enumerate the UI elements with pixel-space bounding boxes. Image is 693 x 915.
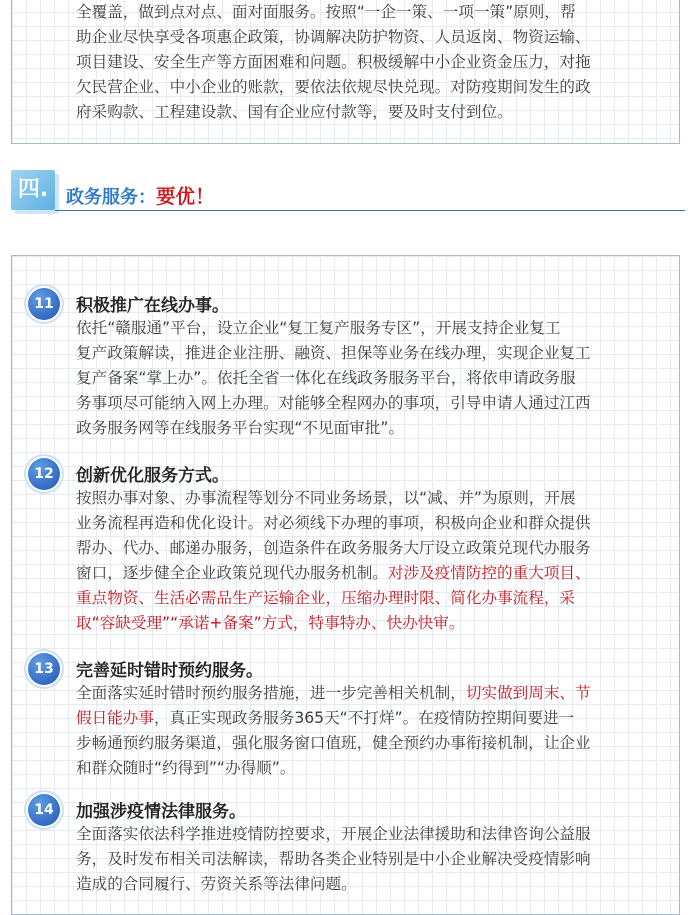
section-header xyxy=(0,168,693,218)
body-text: 步畅通预约服务渠道，强化服务窗口值班，健全预约办事衔接机制，让企业 xyxy=(76,734,591,752)
intro-line: 府采购款、工程建设款、国有企业应付款等，要及时支付到位。 xyxy=(76,103,513,121)
item-body-line xyxy=(76,611,664,636)
item-body xyxy=(76,316,664,441)
item-number-badge xyxy=(28,288,60,320)
item-number: 12 xyxy=(34,466,54,482)
intro-line: 全覆盖，做到点对点、面对面服务。按照“一企一策、一项一策”原则，帮 xyxy=(76,3,576,21)
item-number-badge xyxy=(28,653,60,685)
body-text: 政务服务网等在线服务平台实现“不见面审批”。 xyxy=(76,419,405,437)
content-panel xyxy=(11,255,680,915)
section-underline xyxy=(55,210,685,211)
intro-paragraph xyxy=(76,0,676,125)
item-title: 加强涉疫情法律服务。 xyxy=(76,802,246,822)
item-body-line xyxy=(76,561,664,586)
item-body-line xyxy=(76,681,664,706)
item-number: 14 xyxy=(34,802,54,818)
item-title: 积极推广在线办事。 xyxy=(76,296,229,316)
section-title-main: 政务服务： xyxy=(66,187,156,208)
item-number-badge xyxy=(28,458,60,490)
item-body xyxy=(76,681,664,781)
item-body-line xyxy=(76,822,664,847)
body-text: 帮办、代办、邮递办服务，创造条件在政务服务大厅设立政策兑现代办服务 xyxy=(76,539,591,557)
item-title: 完善延时错时预约服务。 xyxy=(76,661,263,681)
intro-line: 助企业尽快享受各项惠企政策，协调解决防护物资、人员返岗、物资运输、 xyxy=(76,28,591,46)
item-body-line xyxy=(76,586,664,611)
item-number: 11 xyxy=(34,296,54,312)
item-title: 创新优化服务方式。 xyxy=(76,466,229,486)
item-body-line xyxy=(76,706,664,731)
item-number-badge xyxy=(28,794,60,826)
item-body-line xyxy=(76,416,664,441)
section-number-badge xyxy=(11,170,55,210)
item-body-line xyxy=(76,536,664,561)
section-number: 四. xyxy=(17,177,49,202)
intro-line: 欠民营企业、中小企业的账款，要依法依规尽快兑现。对防疫期间发生的政 xyxy=(76,78,591,96)
body-text: 全面落实延时错时预约服务措施，进一步完善相关机制， xyxy=(76,684,466,702)
highlighted-text: 取“容缺受理”“承诺+备案”方式，特事特办、快办快审。 xyxy=(76,614,465,632)
body-text: 务事项尽可能纳入网上办理。对能够全程网办的事项，引导申请人通过江西 xyxy=(76,394,591,412)
item-body-line xyxy=(76,341,664,366)
section-title xyxy=(66,181,215,209)
body-text: 务，及时发布相关司法解读，帮助各类企业特别是中小企业解决受疫情影响 xyxy=(76,850,591,868)
body-text: 和群众随时“约得到”“办得顺”。 xyxy=(76,759,296,777)
body-text: 复产政策解读，推进企业注册、融资、担保等业务在线办理，实现企业复工 xyxy=(76,344,591,362)
body-text: ，真正实现政务服务365天“不打烊”。在疫情防控期间要进一 xyxy=(153,709,575,727)
highlighted-text: 对涉及疫情防控的重大项目、 xyxy=(387,564,591,582)
item-body-line xyxy=(76,391,664,416)
highlighted-text: 重点物资、生活必需品生产运输企业，压缩办理时限、简化办事流程，采 xyxy=(76,589,576,607)
item-body-line xyxy=(76,366,664,391)
body-text: 复产备案“掌上办”。依托全省一体化在线政务服务平台，将依申请政务服 xyxy=(76,369,576,387)
item-body-line xyxy=(76,731,664,756)
highlighted-text: 假日能办事 xyxy=(76,709,154,727)
item-body xyxy=(76,822,664,897)
body-text: 全面落实依法科学推进疫情防控要求，开展企业法律援助和法律咨询公益服 xyxy=(76,825,591,843)
body-text: 依托“赣服通”平台，设立企业“复工复产服务专区”，开展支持企业复工 xyxy=(76,319,561,337)
item-number: 13 xyxy=(34,661,54,677)
item-body-line xyxy=(76,486,664,511)
item-body-line xyxy=(76,756,664,781)
intro-panel xyxy=(11,0,680,144)
item-body-line xyxy=(76,316,664,341)
section-title-emphasis: 要优！ xyxy=(156,185,215,208)
item-body xyxy=(76,486,664,636)
item-body-line xyxy=(76,872,664,897)
highlighted-text: 切实做到周末、节 xyxy=(465,684,591,702)
body-text: 窗口，逐步健全企业政策兑现代办服务机制。 xyxy=(76,564,388,582)
body-text: 造成的合同履行、劳资关系等法律问题。 xyxy=(76,875,357,893)
body-text: 业务流程再造和优化设计。对必须线下办理的事项，积极向企业和群众提供 xyxy=(76,514,591,532)
body-text: 按照办事对象、办事流程等划分不同业务场景，以“减、并”为原则，开展 xyxy=(76,489,576,507)
item-body-line xyxy=(76,847,664,872)
item-body-line xyxy=(76,511,664,536)
intro-line: 项目建设、安全生产等方面困难和问题。积极缓解中小企业资金压力，对拖 xyxy=(76,53,591,71)
